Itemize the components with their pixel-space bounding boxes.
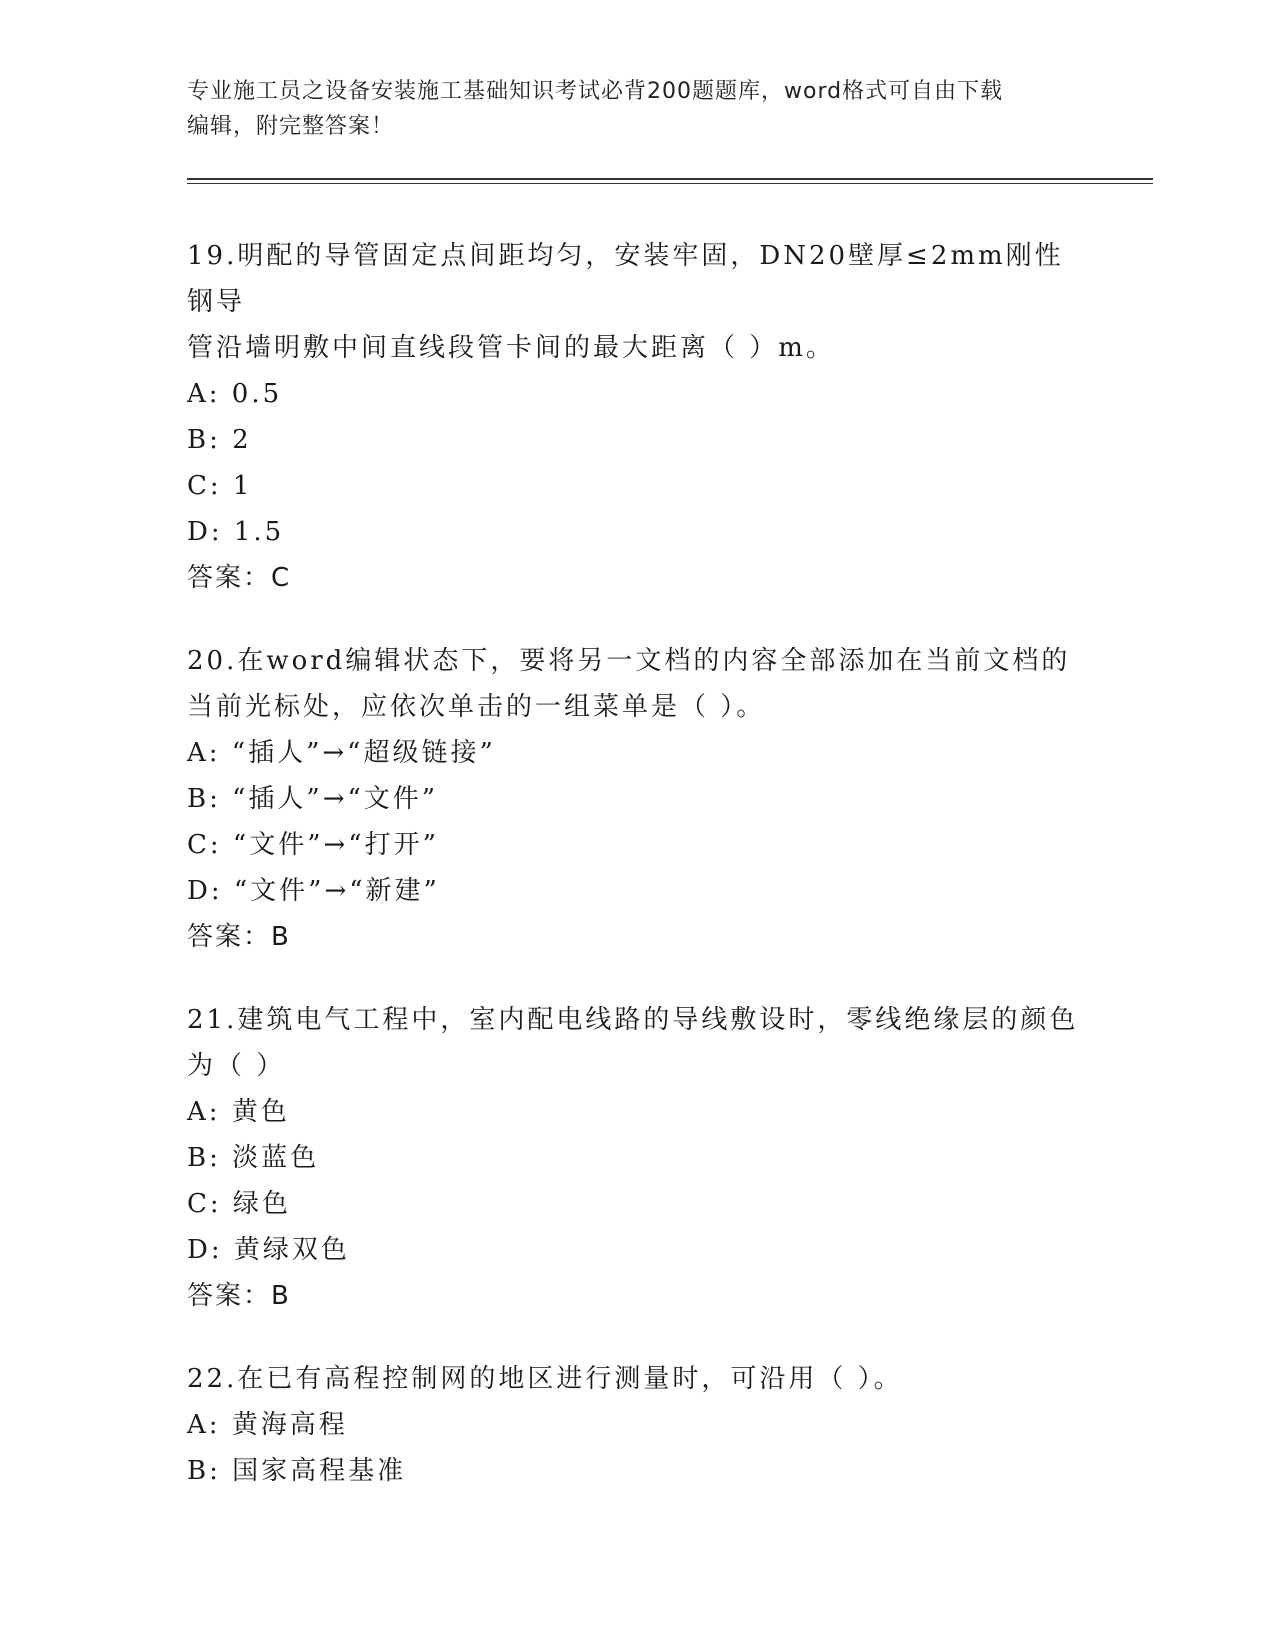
question-stem-line: 为（ ） (187, 1051, 286, 1081)
question-stem-line: 19.明配的导管固定点间距均匀，安装牢固，DN20壁厚≤2mm刚性钢导 (187, 241, 1064, 317)
option-c: C: 绿色 (187, 1189, 291, 1219)
option-a: A: “插人”→“超级链接” (187, 738, 496, 768)
header-rule-thick (187, 178, 1153, 180)
option-b: B: “插人”→“文件” (187, 784, 439, 814)
question-stem-line: 当前光标处，应依次单击的一组菜单是（ ）。 (187, 692, 766, 722)
option-b: B: 2 (187, 425, 252, 455)
question-stem-line: 管沿墙明敷中间直线段管卡间的最大距离（ ）m。 (187, 333, 835, 363)
option-b: B: 淡蓝色 (187, 1143, 320, 1173)
option-d: D: 黄绿双色 (187, 1235, 350, 1265)
question-20 (187, 638, 1087, 960)
header-title-line-2: 编辑，附完整答案！ (187, 114, 395, 139)
document-header (187, 74, 1087, 144)
answer-line: 答案：B (187, 922, 291, 952)
option-c: C: 1 (187, 471, 253, 501)
option-c: C: “文件”→“打开” (187, 830, 439, 860)
option-d: D: 1.5 (187, 517, 285, 547)
option-b: B: 国家高程基准 (187, 1456, 407, 1486)
question-list (187, 233, 1087, 1531)
answer-line: 答案：B (187, 1281, 291, 1311)
option-a: A: 黄色 (187, 1097, 290, 1127)
question-22 (187, 1356, 1087, 1494)
question-21 (187, 997, 1087, 1319)
option-a: A: 黄海高程 (187, 1410, 348, 1440)
question-19 (187, 233, 1087, 601)
answer-line: 答案：C (187, 563, 292, 593)
question-stem-line: 22.在已有高程控制网的地区进行测量时，可沿用（ ）。 (187, 1364, 903, 1394)
option-a: A: 0.5 (187, 379, 283, 409)
header-title-line-1: 专业施工员之设备安装施工基础知识考试必背200题题库，word格式可自由下载 (187, 79, 1004, 104)
question-stem-line: 21.建筑电气工程中，室内配电线路的导线敷设时，零线绝缘层的颜色 (187, 1005, 1079, 1035)
question-stem-line: 20.在word编辑状态下，要将另一文档的内容全部添加在当前文档的 (187, 646, 1071, 676)
header-rule-thin (187, 183, 1153, 184)
option-d: D: “文件”→“新建” (187, 876, 440, 906)
